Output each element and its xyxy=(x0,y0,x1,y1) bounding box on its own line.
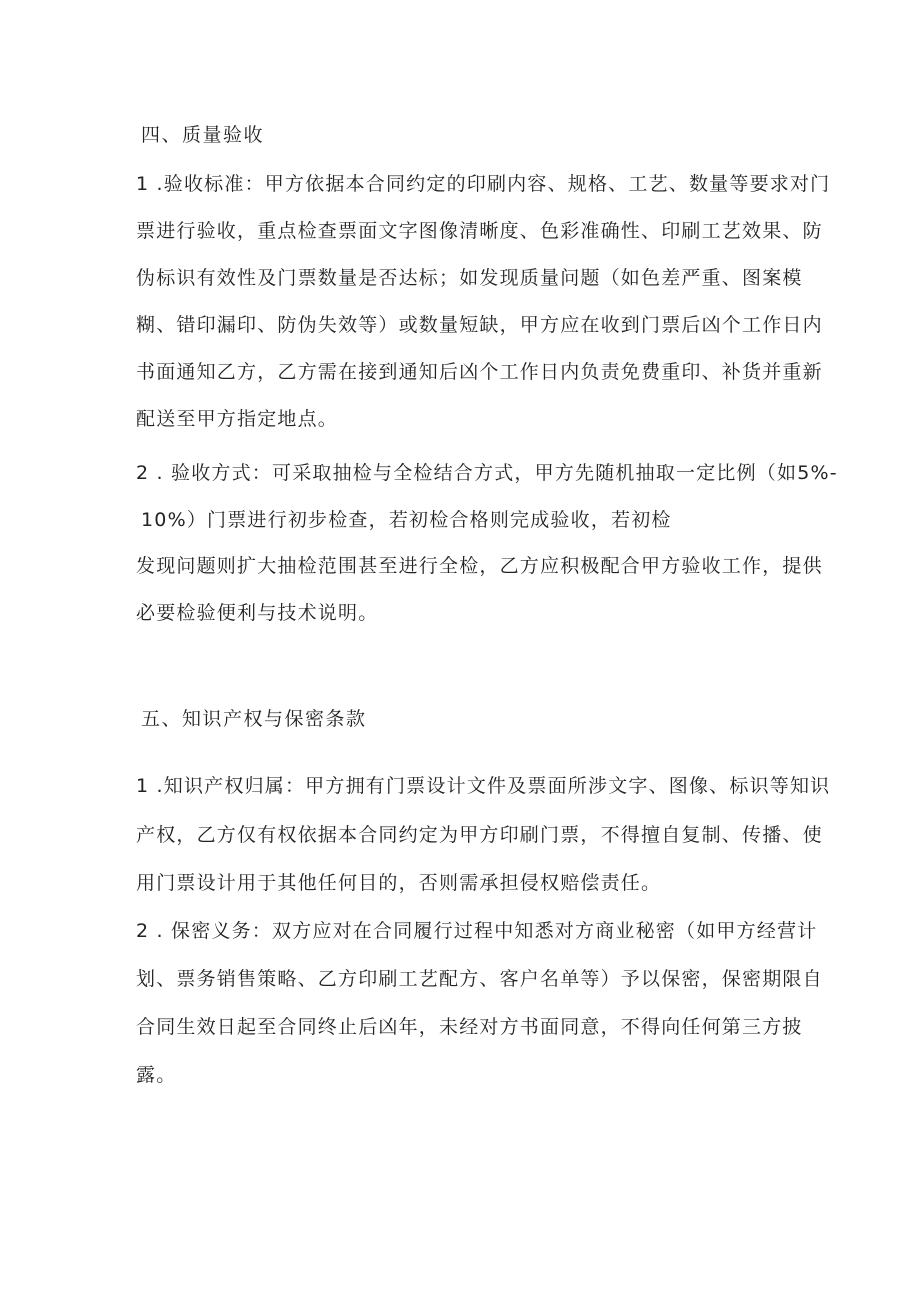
paragraph-line: 划、票务销售策略、乙方印刷工艺配方、客户名单等）予以保密，保密期限自 xyxy=(136,968,823,990)
paragraph-line: 用门票设计用于其他任何目的，否则需承担侵权赔偿责任。 xyxy=(136,872,662,894)
paragraph-line: 伪标识有效性及门票数量是否达标；如发现质量问题（如色差严重、图案模 xyxy=(136,267,803,289)
section-4-heading: 四、质量验收 xyxy=(141,124,265,146)
paragraph-line: 配送至甲方指定地点。 xyxy=(136,408,339,430)
paragraph-line: 书面通知乙方，乙方需在接到通知后凶个工作日内负责免费重印、补货并重新 xyxy=(136,361,823,383)
paragraph-line: 1 .知识产权归属：甲方拥有门票设计文件及票面所涉文字、图像、标识等知识 xyxy=(136,775,831,797)
paragraph-line: 1 .验收标准：甲方依据本合同约定的印刷内容、规格、工艺、数量等要求对门 xyxy=(136,173,831,195)
paragraph-line: 2 . 保密义务：双方应对在合同履行过程中知悉对方商业秘密（如甲方经营计 xyxy=(136,920,818,942)
paragraph-line: 合同生效日起至合同终止后凶年，未经对方书面同意，不得向任何第三方披 xyxy=(136,1016,803,1038)
paragraph-line: 10%）门票进行初步检查，若初检合格则完成验收，若初检 xyxy=(141,509,672,531)
paragraph-line: 发现问题则扩大抽检范围甚至进行全检，乙方应积极配合甲方验收工作，提供 xyxy=(136,555,823,577)
paragraph-line: 产权，乙方仅有权依据本合同约定为甲方印刷门票，不得擅自复制、传播、使 xyxy=(136,824,823,846)
paragraph-line: 露。 xyxy=(136,1064,177,1086)
paragraph-line: 2 . 验收方式：可采取抽检与全检结合方式，甲方先随机抽取一定比例（如5%- xyxy=(136,462,838,484)
paragraph-line: 糊、错印漏印、防伪失效等）或数量短缺，甲方应在收到门票后凶个工作日内 xyxy=(136,314,823,336)
paragraph-line: 必要检验便利与技术说明。 xyxy=(136,602,379,624)
paragraph-line: 票进行验收，重点检查票面文字图像清晰度、色彩准确性、印刷工艺效果、防 xyxy=(136,220,823,242)
section-5-heading: 五、知识产权与保密条款 xyxy=(141,708,367,730)
